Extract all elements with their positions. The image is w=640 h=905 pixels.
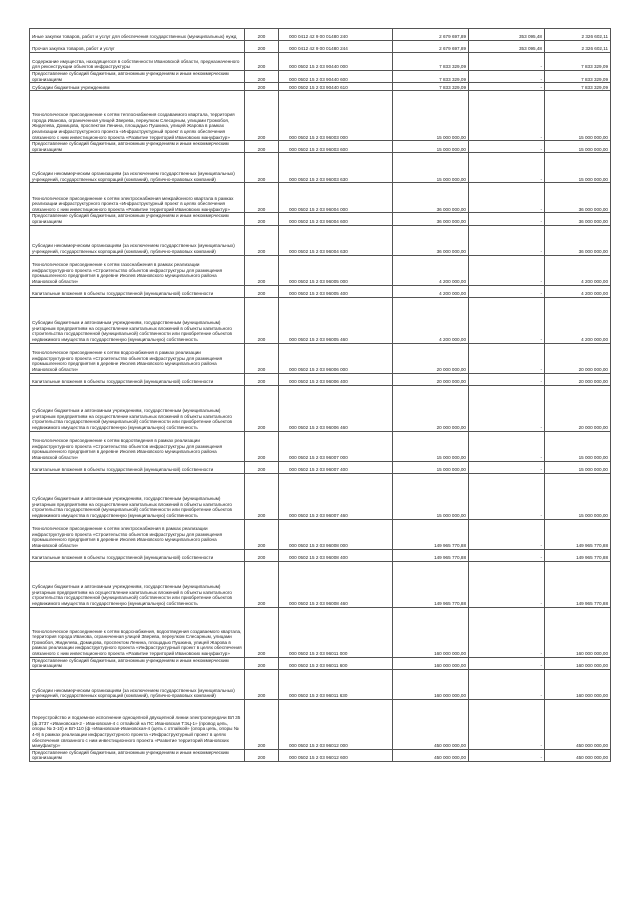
- row-line-code: 200: [245, 343, 279, 373]
- row-approved-amount: 450 000 000,00: [393, 699, 469, 749]
- row-approved-amount: 15 000 000,00: [393, 473, 469, 519]
- row-unexecuted-amount: 4 200 000,00: [545, 255, 611, 285]
- row-line-code: 200: [245, 373, 279, 385]
- row-executed-amount: -: [469, 519, 545, 549]
- row-budget-classification-code: 000 0412 42 9 00 01480 240: [279, 29, 393, 41]
- row-approved-amount: 20 000 000,00: [393, 373, 469, 385]
- row-unexecuted-amount: 15 000 000,00: [545, 473, 611, 519]
- row-unexecuted-amount: 15 000 000,00: [545, 461, 611, 473]
- row-name: Предоставление субсидий бюджетным, автономным учреждениям и иным некоммерческим организациям: [30, 213, 245, 225]
- row-budget-classification-code: 000 0502 15 2 03 96003 000: [279, 91, 393, 141]
- row-approved-amount: 20 000 000,00: [393, 385, 469, 431]
- row-approved-amount: 20 000 000,00: [393, 343, 469, 373]
- row-executed-amount: -: [469, 141, 545, 153]
- row-unexecuted-amount: 149 965 770,88: [545, 549, 611, 561]
- row-budget-classification-code: 000 0502 15 2 03 90440 000: [279, 53, 393, 71]
- row-budget-classification-code: 000 0502 15 2 03 96006 460: [279, 385, 393, 431]
- table-row: [30, 473, 611, 519]
- row-budget-classification-code: 000 0502 15 2 03 96011 630: [279, 669, 393, 699]
- table-row: [30, 83, 611, 91]
- row-line-code: 200: [245, 519, 279, 549]
- row-budget-classification-code: 000 0502 15 2 03 96012 600: [279, 749, 393, 761]
- row-executed-amount: -: [469, 153, 545, 183]
- row-unexecuted-amount: 2 326 602,11: [545, 41, 611, 53]
- table-row: [30, 225, 611, 255]
- table-row: [30, 385, 611, 431]
- row-unexecuted-amount: 36 000 000,00: [545, 213, 611, 225]
- row-approved-amount: 4 200 000,00: [393, 255, 469, 285]
- row-unexecuted-amount: 7 833 329,09: [545, 83, 611, 91]
- row-executed-amount: -: [469, 461, 545, 473]
- row-unexecuted-amount: 4 200 000,00: [545, 297, 611, 343]
- row-unexecuted-amount: 450 000 000,00: [545, 749, 611, 761]
- row-unexecuted-amount: 7 833 329,09: [545, 53, 611, 71]
- row-unexecuted-amount: 149 965 770,88: [545, 561, 611, 607]
- row-unexecuted-amount: 15 000 000,00: [545, 431, 611, 461]
- row-name: Субсидии бюджетным и автономным учреждениям, государственным (муниципальным) унитарным предприятиям на осуществление капитальных вложений в объекты капитального строительства государственной (муниципальной) собственности или приобретение объектов недвижимого имущества в государственную (муниципальную) собственность: [30, 561, 245, 607]
- row-budget-classification-code: 000 0502 15 2 03 90440 600: [279, 71, 393, 83]
- row-approved-amount: 450 000 000,00: [393, 749, 469, 761]
- row-line-code: 200: [245, 749, 279, 761]
- row-executed-amount: -: [469, 91, 545, 141]
- row-unexecuted-amount: 20 000 000,00: [545, 385, 611, 431]
- row-unexecuted-amount: 4 200 000,00: [545, 285, 611, 297]
- row-name: Технологическое присоединение к сетям электроснабжения межрайонного квартала в рамках реализации инфраструктурного проекта «Инфраструктурный проект в целях обеспечения связанного с ним инвестиционного проекта «Развитие территорий Ивановских мануфактур»: [30, 183, 245, 213]
- row-executed-amount: -: [469, 669, 545, 699]
- row-budget-classification-code: 000 0502 15 2 03 96004 600: [279, 213, 393, 225]
- table-row: [30, 141, 611, 153]
- row-executed-amount: -: [469, 343, 545, 373]
- table-row: [30, 373, 611, 385]
- table-row: [30, 431, 611, 461]
- table-row: [30, 91, 611, 141]
- row-name: Иные закупки товаров, работ и услуг для обеспечения государственных (муниципальных) нужд: [30, 29, 245, 41]
- row-name: Субсидии бюджетным и автономным учреждениям, государственным (муниципальным) унитарным предприятиям на осуществление капитальных вложений в объекты капитального строительства государственной (муниципальной) собственности или приобретение объектов недвижимого имущества в государственную (муниципальную) собственность: [30, 385, 245, 431]
- row-line-code: 200: [245, 473, 279, 519]
- row-budget-classification-code: 000 0502 15 2 03 96006 000: [279, 343, 393, 373]
- row-approved-amount: 15 000 000,00: [393, 141, 469, 153]
- row-name: Капитальные вложения в объекты государственной (муниципальной) собственности: [30, 285, 245, 297]
- row-line-code: 200: [245, 657, 279, 669]
- row-budget-classification-code: 000 0502 15 2 03 96008 000: [279, 519, 393, 549]
- row-line-code: 200: [245, 83, 279, 91]
- table-row: [30, 297, 611, 343]
- row-budget-classification-code: 000 0502 15 2 03 96003 600: [279, 141, 393, 153]
- row-unexecuted-amount: 160 000 000,00: [545, 669, 611, 699]
- row-executed-amount: -: [469, 53, 545, 71]
- row-budget-classification-code: 000 0502 15 2 03 96007 460: [279, 473, 393, 519]
- row-line-code: 200: [245, 461, 279, 473]
- table-row: [30, 183, 611, 213]
- row-line-code: 200: [245, 285, 279, 297]
- row-budget-classification-code: 000 0412 42 9 00 01480 244: [279, 41, 393, 53]
- row-name: Технологическое присоединение к сетям водоснабжения, водоотведения создаваемого квартала, территория города Иванова, ограниченная улицей Зверева, переулком Слесарным, улицами Громобоя, Жиделева, Домицова, проспектом Ленина, площадью Пушкина, улицей Жарова в рамках реализации инфраструктурного проекта «Инфраструктурный проект в целях обеспечения связанного с ним инвестиционного проекта «Развитие территорий Ивановских мануфактур»: [30, 607, 245, 657]
- row-budget-classification-code: 000 0502 15 2 03 96007 400: [279, 461, 393, 473]
- row-name: Переустройство и подземное исполнение одноцепной двухцепной линии электропередачи ВЛ 35 (ф.3737 «Ивановская-2 - Ивановская-4 с отпайкой на ПС Ивановская ТЭЦ-1» (провод цепь, опоры № 3-10) и ВЛ-110 (ф «Ивановская-Ивановская-4 (цепь с отпайкой» (опора цепь, опоры № 4-9) в рамках реализации инфраструктурного проекта «Инфраструктурный проект в целях обеспечения связанного с ним инвестиционного проекта «Развитие территорий Ивановских мануфактур»: [30, 699, 245, 749]
- table-row: [30, 519, 611, 549]
- row-approved-amount: 149 965 770,88: [393, 549, 469, 561]
- row-line-code: 200: [245, 431, 279, 461]
- row-line-code: 200: [245, 561, 279, 607]
- row-budget-classification-code: 000 0502 15 2 03 96011 000: [279, 607, 393, 657]
- row-budget-classification-code: 000 0502 15 2 03 96012 000: [279, 699, 393, 749]
- row-line-code: 200: [245, 297, 279, 343]
- table-row: [30, 153, 611, 183]
- row-line-code: 200: [245, 225, 279, 255]
- row-executed-amount: -: [469, 657, 545, 669]
- table-row: [30, 749, 611, 761]
- row-name: Капитальные вложения в объекты государственной (муниципальной) собственности: [30, 549, 245, 561]
- row-name: Предоставление субсидий бюджетным, автономным учреждениям и иным некоммерческим организациям: [30, 141, 245, 153]
- row-approved-amount: 4 200 000,00: [393, 285, 469, 297]
- row-name: Технологическое присоединение к сетям электроснабжения в рамках реализации инфраструктурного проекта «Строительство объектов инфраструктуры для размещения промышленного предприятия в деревне Инолев Ивановского муниципального района Ивановской области»: [30, 519, 245, 549]
- row-executed-amount: -: [469, 561, 545, 607]
- row-approved-amount: 15 000 000,00: [393, 153, 469, 183]
- row-budget-classification-code: 000 0502 15 2 03 96008 460: [279, 561, 393, 607]
- row-unexecuted-amount: 36 000 000,00: [545, 183, 611, 213]
- row-approved-amount: 7 833 329,09: [393, 83, 469, 91]
- row-approved-amount: 7 833 329,09: [393, 53, 469, 71]
- row-executed-amount: 353 095,48: [469, 29, 545, 41]
- row-name: Субсидии некоммерческим организациям (за исключением государственных (муниципальных) учреждений, государственных корпораций (компаний), публично-правовых компаний): [30, 669, 245, 699]
- row-executed-amount: -: [469, 749, 545, 761]
- row-executed-amount: -: [469, 699, 545, 749]
- row-executed-amount: -: [469, 285, 545, 297]
- table-row: [30, 213, 611, 225]
- row-name: Прочая закупка товаров, работ и услуг: [30, 41, 245, 53]
- row-line-code: 200: [245, 141, 279, 153]
- row-name: Капитальные вложения в объекты государственной (муниципальной) собственности: [30, 373, 245, 385]
- row-approved-amount: 36 000 000,00: [393, 225, 469, 255]
- row-name: Содержание имущества, находящегося в собственности Ивановской области, предназначенного для реконструкции объектов инфраструктуры: [30, 53, 245, 71]
- row-name: Субсидии бюджетным и автономным учреждениям, государственным (муниципальным) унитарным предприятиям на осуществление капитальных вложений в объекты капитального строительства государственной (муниципальной) собственности или приобретение объектов недвижимого имущества в государственную (муниципальную) собственность: [30, 473, 245, 519]
- table-row: [30, 29, 611, 41]
- row-approved-amount: 160 000 000,00: [393, 607, 469, 657]
- row-approved-amount: 7 833 329,09: [393, 71, 469, 83]
- row-unexecuted-amount: 36 000 000,00: [545, 225, 611, 255]
- row-unexecuted-amount: 2 326 602,11: [545, 29, 611, 41]
- row-name: Субсидии некоммерческим организациям (за исключением государственных (муниципальных) учреждений, государственных корпораций (компаний), публично-правовых компаний): [30, 153, 245, 183]
- budget-execution-table: [29, 28, 611, 762]
- row-line-code: 200: [245, 183, 279, 213]
- table-row: [30, 71, 611, 83]
- row-line-code: 200: [245, 213, 279, 225]
- row-line-code: 200: [245, 699, 279, 749]
- row-line-code: 200: [245, 53, 279, 71]
- row-budget-classification-code: 000 0502 15 2 03 96006 400: [279, 373, 393, 385]
- row-unexecuted-amount: 160 000 000,00: [545, 607, 611, 657]
- table-row: [30, 461, 611, 473]
- row-budget-classification-code: 000 0502 15 2 03 96004 000: [279, 183, 393, 213]
- row-line-code: 200: [245, 255, 279, 285]
- table-row: [30, 53, 611, 71]
- row-unexecuted-amount: 149 965 770,88: [545, 519, 611, 549]
- row-executed-amount: -: [469, 255, 545, 285]
- row-name: Капитальные вложения в объекты государственной (муниципальной) собственности: [30, 461, 245, 473]
- row-name: Предоставление субсидий бюджетным, автономным учреждениям и иным некоммерческим организациям: [30, 71, 245, 83]
- row-executed-amount: -: [469, 225, 545, 255]
- row-approved-amount: 15 000 000,00: [393, 461, 469, 473]
- row-executed-amount: -: [469, 213, 545, 225]
- row-budget-classification-code: 000 0502 15 2 03 96007 000: [279, 431, 393, 461]
- row-name: Технологическое присоединение к сетям водоснабжения в рамках реализации инфраструктурного проекта «Строительство объектов инфраструктуры для размещения промышленного предприятия в деревне Инолев Ивановского муниципального района Ивановской области»: [30, 343, 245, 373]
- row-unexecuted-amount: 15 000 000,00: [545, 153, 611, 183]
- table-row: [30, 669, 611, 699]
- row-approved-amount: 4 200 000,00: [393, 297, 469, 343]
- row-executed-amount: -: [469, 431, 545, 461]
- row-approved-amount: 160 000 000,00: [393, 669, 469, 699]
- row-line-code: 200: [245, 71, 279, 83]
- table-row: [30, 285, 611, 297]
- row-line-code: 200: [245, 385, 279, 431]
- row-name: Предоставление субсидий бюджетным, автономным учреждениям и иным некоммерческим организациям: [30, 657, 245, 669]
- row-executed-amount: -: [469, 385, 545, 431]
- row-executed-amount: -: [469, 71, 545, 83]
- row-approved-amount: 149 965 770,88: [393, 519, 469, 549]
- table-row: [30, 561, 611, 607]
- row-budget-classification-code: 000 0502 15 2 03 96005 460: [279, 297, 393, 343]
- row-budget-classification-code: 000 0502 15 2 03 90440 610: [279, 83, 393, 91]
- table-row: [30, 549, 611, 561]
- row-budget-classification-code: 000 0502 15 2 03 96003 630: [279, 153, 393, 183]
- row-approved-amount: 15 000 000,00: [393, 91, 469, 141]
- row-approved-amount: 36 000 000,00: [393, 213, 469, 225]
- row-line-code: 200: [245, 549, 279, 561]
- row-executed-amount: -: [469, 473, 545, 519]
- table-row: [30, 607, 611, 657]
- row-executed-amount: -: [469, 607, 545, 657]
- row-budget-classification-code: 000 0502 15 2 03 96008 400: [279, 549, 393, 561]
- row-line-code: 200: [245, 29, 279, 41]
- table-row: [30, 255, 611, 285]
- row-approved-amount: 160 000 000,00: [393, 657, 469, 669]
- row-budget-classification-code: 000 0502 15 2 03 96004 630: [279, 225, 393, 255]
- row-unexecuted-amount: 15 000 000,00: [545, 91, 611, 141]
- row-executed-amount: 353 095,48: [469, 41, 545, 53]
- row-unexecuted-amount: 15 000 000,00: [545, 141, 611, 153]
- row-unexecuted-amount: 160 000 000,00: [545, 657, 611, 669]
- row-executed-amount: -: [469, 549, 545, 561]
- row-approved-amount: 15 000 000,00: [393, 431, 469, 461]
- row-unexecuted-amount: 7 833 329,09: [545, 71, 611, 83]
- row-name: Технологическое присоединение к сетям газоснабжения в рамках реализации инфраструктурного проекта «Строительство объектов инфраструктуры для размещения промышленного предприятия в деревне Инолев Ивановского муниципального района Ивановской области»: [30, 255, 245, 285]
- row-unexecuted-amount: 20 000 000,00: [545, 343, 611, 373]
- table-row: [30, 699, 611, 749]
- row-name: Технологическое присоединение к сетям теплоснабжения создаваемого квартала, территория города Иванова, ограниченная улицей Зверева, переулком Слесарным, улицами Громобоя, Жиделева, Домицова, проспектом Ленина, площадью Пушкина, улицей Жарова в рамках реализации инфраструктурного проекта «Инфраструктурный проект в целях обеспечения связанного с ним инвестиционного проекта «Развитие территорий Ивановских мануфактур»: [30, 91, 245, 141]
- row-approved-amount: 2 679 697,89: [393, 29, 469, 41]
- table-row: [30, 343, 611, 373]
- row-name: Субсидии бюджетным и автономным учреждениям, государственным (муниципальным) унитарным предприятиям на осуществление капитальных вложений в объекты капитального строительства государственной (муниципальной) собственности или приобретение объектов недвижимого имущества в государственную (муниципальную) собственность: [30, 297, 245, 343]
- row-unexecuted-amount: 450 000 000,00: [545, 699, 611, 749]
- row-name: Субсидии бюджетным учреждениям: [30, 83, 245, 91]
- row-line-code: 200: [245, 41, 279, 53]
- row-budget-classification-code: 000 0502 15 2 03 96011 600: [279, 657, 393, 669]
- row-budget-classification-code: 000 0502 15 2 03 96005 400: [279, 285, 393, 297]
- row-executed-amount: -: [469, 83, 545, 91]
- row-unexecuted-amount: 20 000 000,00: [545, 373, 611, 385]
- row-approved-amount: 149 965 770,88: [393, 561, 469, 607]
- row-line-code: 200: [245, 91, 279, 141]
- row-executed-amount: -: [469, 297, 545, 343]
- row-line-code: 200: [245, 607, 279, 657]
- row-name: Предоставление субсидий бюджетным, автономным учреждениям и иным некоммерческим организациям: [30, 749, 245, 761]
- row-name: Субсидии некоммерческим организациям (за исключением государственных (муниципальных) учреждений, государственных корпораций (компаний), публично-правовых компаний): [30, 225, 245, 255]
- row-executed-amount: -: [469, 183, 545, 213]
- row-line-code: 200: [245, 153, 279, 183]
- row-executed-amount: -: [469, 373, 545, 385]
- row-approved-amount: 2 679 697,89: [393, 41, 469, 53]
- table-row: [30, 41, 611, 53]
- row-approved-amount: 36 000 000,00: [393, 183, 469, 213]
- row-budget-classification-code: 000 0502 15 2 03 96005 000: [279, 255, 393, 285]
- budget-report-page: [29, 28, 610, 762]
- row-name: Технологическое присоединение к сетям водоотведения в рамках реализации инфраструктурного проекта «Строительство объектов инфраструктуры для размещения промышленного предприятия в деревне Инолев Ивановского муниципального района Ивановской области»: [30, 431, 245, 461]
- table-row: [30, 657, 611, 669]
- row-line-code: 200: [245, 669, 279, 699]
